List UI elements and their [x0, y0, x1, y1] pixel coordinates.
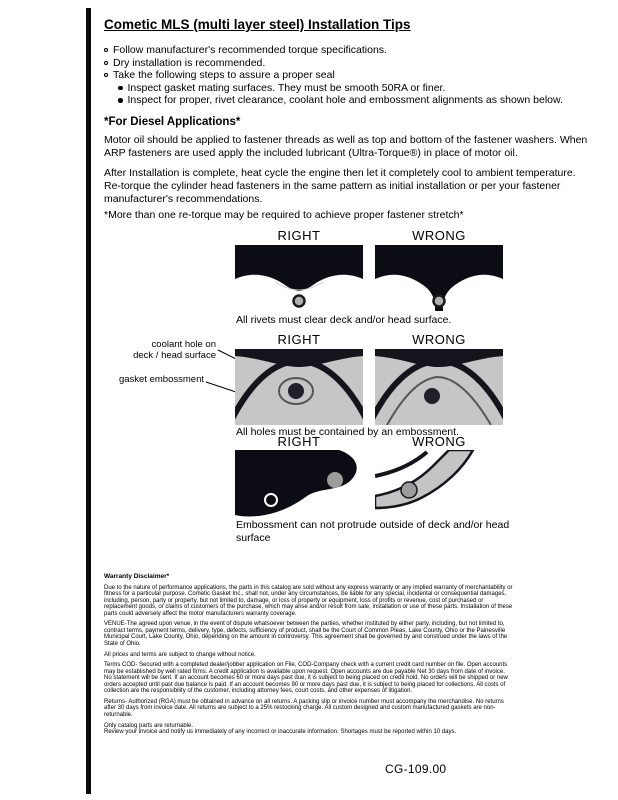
- disclaimer-paragraph: Due to the nature of performance applications, the parts in this catalog are sold without any express warranty or any implied warranty of merchantability or fitness for a particular purpose. Cometic Gasket Inc., shall not, under any circumstances, be liable for any special, incidental or consequential damages, including, person, party or property, but not limited to, damage, or loss of property or equipment, loss of profits or revenue, cost of purchased or replacement goods, or claims of customers of the purchase, which may arise and/or result from sale, installation or use of these parts. Installation of these parts could adversely affect the motor manufacturers warranty coverage.: [104, 584, 513, 617]
- row3-caption: Embossment can not protrude outside of deck and/or head surface: [236, 519, 510, 544]
- rivet-right-diagram: [235, 245, 363, 311]
- disclaimer-paragraph: Terms COD- Secured with a completed dealer/jobber application on File, COD-Company check with a current credit card number on file. Open accounts may be established by well rated firms. A credit application is available upon request. Open accounts are due payable Net 30 days from date of invoice. No statement will be sent. If an account becomes 60 or more days past due, it is subject to being placed on credit hold. No orders will be shipped or new orders accepted until past due balance is paid. If an account becomes 90 or more days past due, it is subject to being placed for collections. All costs of collection are the responsibility of the customer, including attorney fees, court costs, and other expenses of litigation.: [104, 662, 508, 695]
- embossment-right-diagram: [235, 349, 363, 425]
- page-code: CG-109.00: [385, 762, 447, 776]
- tips-list: [104, 44, 588, 107]
- tip-text: Dry installation is recommended.: [113, 56, 266, 69]
- coolant-hole-annotation: coolant hole on deck / head surface: [133, 339, 216, 361]
- tip-text: Take the following steps to assure a proper seal: [113, 69, 335, 81]
- list-item: [104, 44, 588, 57]
- wrong-label: WRONG: [412, 434, 466, 449]
- right-label: RIGHT: [277, 228, 321, 243]
- hollow-bullet-icon: [104, 61, 108, 65]
- disclaimer-paragraph: Returns- Authorized (RGA) must be obtained in advance on all returns. A packing slip or invoice number must accompany the merchandise. No returns after 30 days from invoice date. All returns are subject to a 25% restocking charge. All custom designed and custom manufactured gaskets are non-returnable.: [104, 699, 504, 718]
- row1-caption: All rivets must clear deck and/or head surface.: [236, 314, 452, 326]
- list-item: [104, 69, 588, 82]
- tip-text: Inspect gasket mating surfaces. They must be smooth 50RA or finer.: [127, 81, 446, 94]
- disclaimer-paragraph: Only catalog parts are returnable.: [104, 722, 194, 729]
- tip-text: Inspect for proper, rivet clearance, coolant hole and embossment alignments as shown below.: [127, 94, 563, 106]
- wrong-label: WRONG: [412, 228, 466, 243]
- protrusion-right-diagram: [235, 450, 363, 518]
- disclaimer-paragraph: VENUE-The agreed upon venue, in the event of dispute whatsoever between the parties, whether instituted by either party, including, but not limited to, contract terms, payment terms, delivery, type, defects, sufficiency of product, shall be the Court of Common Pleas, Lake County, Ohio or the Painesville Municipal Court, Lake County, Ohio, depending on the amount in controversy. This agreement shall be governed by and construed under the laws of the State of Ohio.: [104, 621, 508, 647]
- diesel-applications-heading: *For Diesel Applications*: [104, 116, 241, 128]
- disclaimer-paragraph: Review your invoice and notify us immediately of any incorrect or inaccurate information. Shortages must be reported within 10 days.: [104, 729, 457, 736]
- retorque-note: *More than one re-torque may be required to achieve proper fastener stretch*: [104, 209, 464, 221]
- wrong-label: WRONG: [412, 332, 466, 347]
- embossment-wrong-diagram: [375, 349, 503, 425]
- tip-text: Follow manufacturer's recommended torque specifications.: [113, 44, 387, 56]
- diesel-paragraph-1: Motor oil should be applied to fastener threads as well as top and bottom of the fastener washers. When ARP fasteners are used apply the included lubricant (Ultra-Torque®) in place of motor oil.: [104, 134, 588, 160]
- solid-bullet-icon: [118, 98, 123, 103]
- row2-caption: All holes must be contained by an embossment.: [236, 426, 459, 438]
- list-item-sub: [104, 94, 588, 107]
- left-edge-bar: [86, 8, 91, 794]
- warranty-disclaimer: [104, 574, 513, 740]
- disclaimer-paragraph: All prices and terms are subject to change without notice.: [104, 651, 256, 658]
- hollow-bullet-icon: [104, 48, 108, 52]
- diesel-paragraph-2: After Installation is complete, heat cycle the engine then let it completely cool to ambient temperature. Re-torque the cylinder head fasteners in the same pattern as initial installation or per your fastener manufacturer's recommendations.: [104, 167, 576, 206]
- list-item: [104, 57, 588, 70]
- page-title: Cometic MLS (multi layer steel) Installation Tips: [104, 17, 411, 32]
- rivet-wrong-diagram: [375, 245, 503, 311]
- disclaimer-heading: Warranty Disclaimer*: [104, 573, 170, 580]
- list-item-sub: [104, 82, 588, 95]
- protrusion-wrong-diagram: [375, 450, 503, 518]
- hollow-bullet-icon: [104, 73, 108, 77]
- solid-bullet-icon: [118, 86, 123, 91]
- right-label: RIGHT: [277, 332, 321, 347]
- gasket-embossment-annotation: gasket embossment: [118, 374, 204, 385]
- right-label: RIGHT: [277, 434, 321, 449]
